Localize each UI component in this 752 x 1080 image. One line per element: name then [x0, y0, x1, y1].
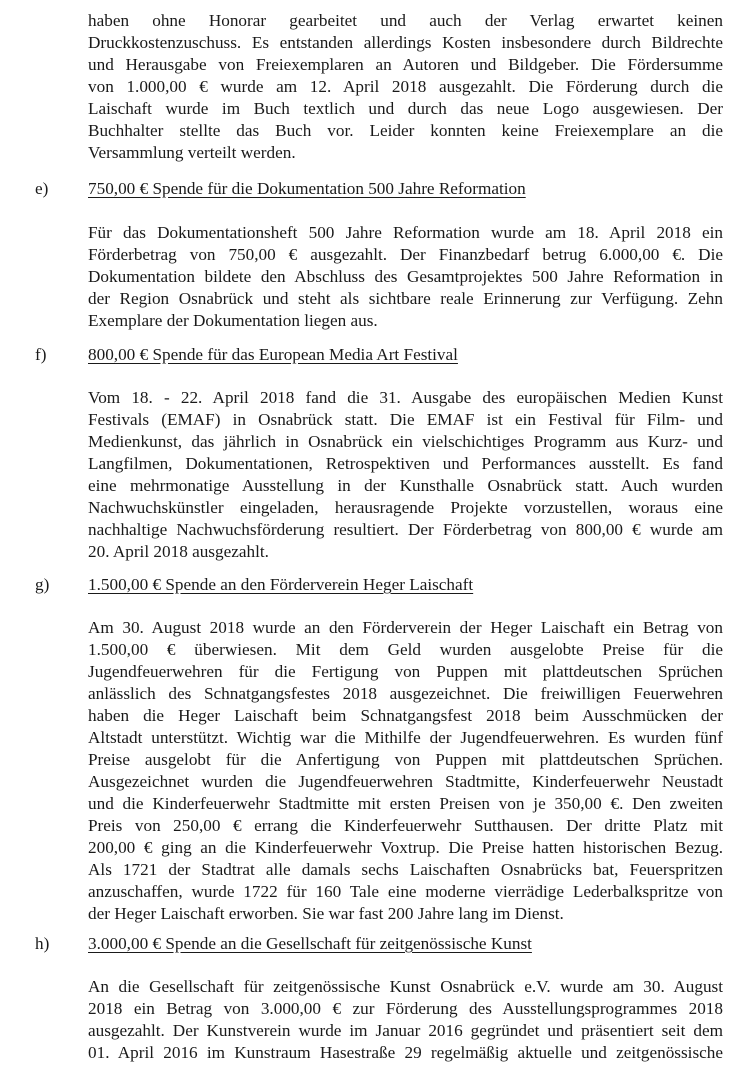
text-line: Vom 18. - 22. April 2018 fand die 31. Ausgabe des europäischen Medien Kunst: [88, 388, 723, 407]
section-label: f): [35, 345, 47, 364]
section-h-paragraph: [88, 976, 723, 1064]
text-line: Druckkostenzuschuss. Es entstanden allerdings Kosten insbesondere durch Bildrechte: [88, 33, 723, 52]
text-line: Dokumentation bildete den Abschluss des Gesamtprojektes 500 Jahre Reformation in: [88, 267, 723, 286]
section-f-paragraph: [88, 387, 723, 563]
text-line: haben die Heger Laischaft beim Schnatgangsfest 2018 beim Ausschmücken der: [88, 706, 723, 725]
text-line: Langfilmen, Dokumentationen, Retrospektiven und Performances ausstellt. Es fand: [88, 454, 723, 473]
section-e-heading: [35, 178, 725, 200]
text-line: Versammlung verteilt werden.: [88, 143, 296, 162]
text-line: Medienkunst, das jährlich in Osnabrück ein vielschichtiges Programm aus Kurz- und: [88, 432, 723, 451]
text-line: eine mehrmonatige Ausstellung in der Kunsthalle Osnabrück statt. Auch wurden: [88, 476, 723, 495]
intro-paragraph: [88, 10, 723, 164]
text-line: Förderbetrag von 750,00 € ausgezahlt. Der Finanzbedarf betrug 6.000,00 €. Die: [88, 245, 723, 264]
text-line: 20. April 2018 ausgezahlt.: [88, 542, 269, 561]
text-line: und die Kinderfeuerwehr Stadtmitte mit ersten Preisen von je 350,00 €. Den zweiten: [88, 794, 723, 813]
text-line: ausgezahlt. Der Kunstverein wurde im Januar 2016 gegründet und präsentiert seit dem: [88, 1021, 723, 1040]
text-line: Jugendfeuerwehren für die Fertigung von Puppen mit plattdeutschen Sprüchen: [88, 662, 723, 681]
text-line: anzuschaffen, wurde 1722 für 160 Tale eine moderne vierrädige Lederbalkspritze von: [88, 882, 723, 901]
text-line: Ausgezeichnet wurden die Jugendfeuerwehren Stadtmitte, Kinderfeuerwehr Neustadt: [88, 772, 723, 791]
text-line: 1.500,00 € überwiesen. Mit dem Geld wurden ausgelobte Preise für die: [88, 640, 723, 659]
section-g-paragraph: [88, 617, 723, 925]
text-line: Nachwuchskünstler eingeladen, herausragende Projekte vorzustellen, woraus eine: [88, 498, 723, 517]
text-line: anlässlich des Schnatgangsfestes 2018 ausgezeichnet. Die freiwilligen Feuerwehren: [88, 684, 723, 703]
section-title: 750,00 € Spende für die Dokumentation 500 Jahre Reformation: [88, 179, 526, 198]
text-line: und Herausgabe von Freiexemplaren an Autoren und Bildgeber. Die Fördersumme: [88, 55, 723, 74]
text-line: der Region Osnabrück und steht als sichtbare reale Erinnerung zur Verfügung. Zehn: [88, 289, 723, 308]
section-f-heading: [35, 344, 725, 366]
section-label: h): [35, 934, 50, 953]
text-line: Für das Dokumentationsheft 500 Jahre Reformation wurde am 18. April 2018 ein: [88, 223, 723, 242]
section-g-heading: [35, 574, 725, 596]
text-line: Preise ausgelobt für die Anfertigung von Puppen mit plattdeutschen Sprüchen.: [88, 750, 723, 769]
text-line: Als 1721 der Stadtrat alle damals sechs Laischaften Osnabrücks bat, Feuerspritzen: [88, 860, 723, 879]
text-line: haben ohne Honorar gearbeitet und auch der Verlag erwartet keinen: [88, 11, 723, 30]
text-line: nachhaltige Nachwuchsförderung resultiert. Der Förderbetrag von 800,00 € wurde am: [88, 520, 723, 539]
text-line: Altstadt unterstützt. Wichtig war die Mithilfe der Jugendfeuerwehren. Es wurden fünf: [88, 728, 723, 747]
text-line: von 1.000,00 € wurde am 12. April 2018 ausgezahlt. Die Förderung durch die: [88, 77, 723, 96]
text-line: 01. April 2016 im Kunstraum Hasestraße 29 regelmäßig aktuelle und zeitgenössische: [88, 1043, 723, 1062]
text-line: Exemplare der Dokumentation liegen aus.: [88, 311, 378, 330]
section-label: g): [35, 575, 50, 594]
text-line: An die Gesellschaft für zeitgenössische Kunst Osnabrück e.V. wurde am 30. August: [88, 977, 723, 996]
text-line: der Heger Laischaft erworben. Sie war fast 200 Jahre lang im Dienst.: [88, 904, 564, 923]
text-line: Laischaft wurde im Buch textlich und durch das neue Logo ausgewiesen. Der: [88, 99, 723, 118]
text-line: 200,00 € ging an die Kinderfeuerwehr Voxtrup. Die Preise hatten historischen Bezug.: [88, 838, 723, 857]
section-e-paragraph: [88, 222, 723, 332]
text-line: Buchhalter stellte das Buch vor. Leider konnten keine Freiexemplare an die: [88, 121, 723, 140]
section-title: 3.000,00 € Spende an die Gesellschaft für zeitgenössische Kunst: [88, 934, 532, 953]
section-title: 800,00 € Spende für das European Media Art Festival: [88, 345, 458, 364]
section-title: 1.500,00 € Spende an den Förderverein Heger Laischaft: [88, 575, 474, 594]
text-line: Am 30. August 2018 wurde an den Förderverein der Heger Laischaft ein Betrag von: [88, 618, 723, 637]
text-line: Preis von 250,00 € errang die Kinderfeuerwehr Sutthausen. Der dritte Platz mit: [88, 816, 723, 835]
section-label: e): [35, 179, 49, 198]
section-h-heading: [35, 933, 725, 955]
text-line: 2018 ein Betrag von 3.000,00 € zur Förderung des Ausstellungsprogrammes 2018: [88, 999, 723, 1018]
text-line: Festivals (EMAF) in Osnabrück statt. Die EMAF ist ein Festival für Film- und: [88, 410, 723, 429]
